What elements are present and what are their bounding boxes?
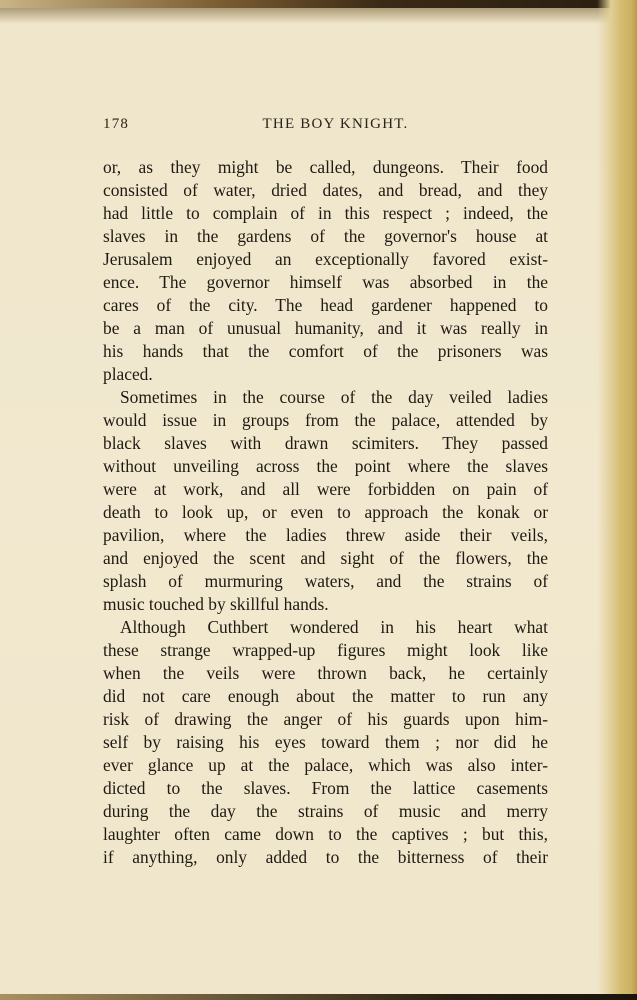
text-line: ence. The governor himself was absorbed in the [103, 272, 548, 292]
text-line: or, as they might be called, dungeons. Their food [103, 157, 548, 177]
text-line: his hands that the comfort of the prisoners was [103, 341, 548, 361]
text-line: music touched by skillful hands. [103, 594, 329, 614]
page-bottom-edge [0, 994, 637, 1000]
text-line: death to look up, or even to approach the konak or [103, 502, 548, 522]
page-top-edge [0, 0, 637, 8]
text-line: during the day the strains of music and merry [103, 801, 548, 821]
text-line: consisted of water, dried dates, and bread, and they [103, 180, 548, 200]
text-line: Jerusalem enjoyed an exceptionally favored exist- [103, 249, 548, 269]
text-line: had little to complain of in this respect ; indeed, the [103, 203, 548, 223]
text-line: risk of drawing the anger of his guards upon him- [103, 709, 548, 729]
text-line: these strange wrapped-up figures might look like [103, 640, 548, 660]
text-line: when the veils were thrown back, he certainly [103, 663, 548, 683]
page-number: 178 [103, 116, 130, 132]
running-head [103, 116, 548, 136]
text-line: ever glance up at the palace, which was also inter- [103, 755, 548, 775]
body-text [103, 156, 548, 869]
text-line: self by raising his eyes toward them ; nor did he [103, 732, 548, 752]
text-line: dicted to the slaves. From the lattice casements [103, 778, 548, 798]
text-line: did not care enough about the matter to run any [103, 686, 548, 706]
page-top-shadow [0, 8, 637, 24]
text-line: and enjoyed the scent and sight of the flowers, the [103, 548, 548, 568]
text-line: slaves in the gardens of the governor's house at [103, 226, 548, 246]
text-line: Sometimes in the course of the day veiled ladies [120, 387, 548, 407]
text-line: be a man of unusual humanity, and it was really in [103, 318, 548, 338]
page-gutter-edge [597, 0, 637, 1000]
text-line: cares of the city. The head gardener happened to [103, 295, 548, 315]
text-line: placed. [103, 364, 153, 384]
text-line: laughter often came down to the captives ; but this, [103, 824, 548, 844]
text-line: if anything, only added to the bitterness of their [103, 847, 548, 867]
running-title: THE BOY KNIGHT. [262, 116, 409, 132]
text-line: splash of murmuring waters, and the strains of [103, 571, 548, 591]
text-line: pavilion, where the ladies threw aside their veils, [103, 525, 548, 545]
text-line: Although Cuthbert wondered in his heart what [120, 617, 548, 637]
text-line: were at work, and all were forbidden on pain of [103, 479, 548, 499]
text-line: without unveiling across the point where the slaves [103, 456, 548, 476]
text-line: would issue in groups from the palace, attended by [103, 410, 548, 430]
text-line: black slaves with drawn scimiters. They passed [103, 433, 548, 453]
